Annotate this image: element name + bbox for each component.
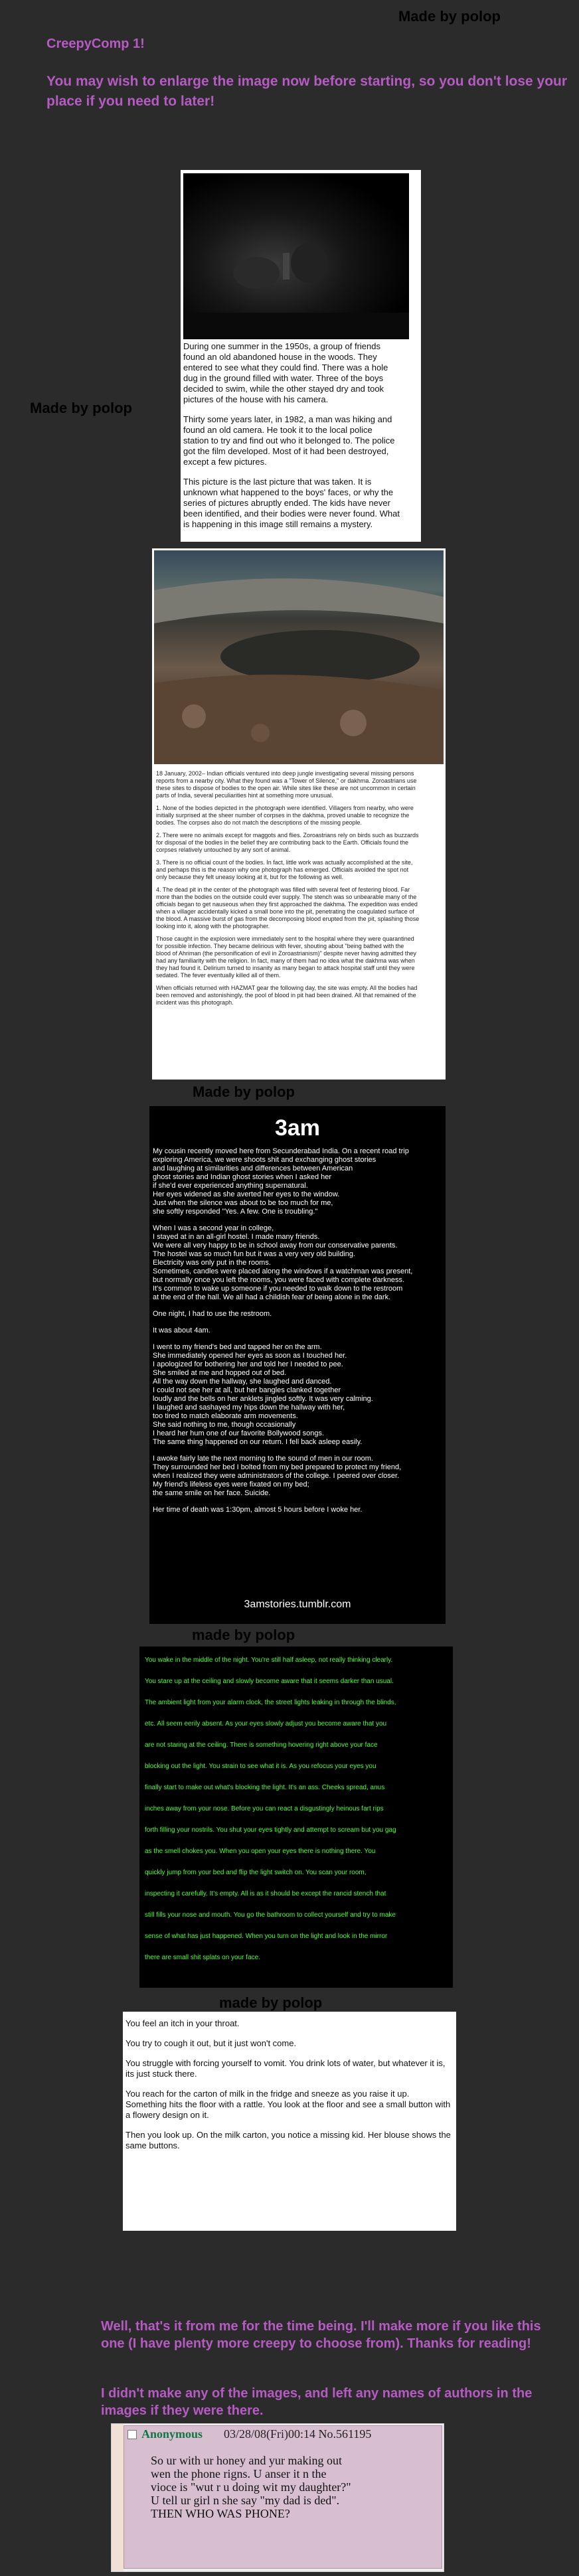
story3-paragraph: I went to my friend's bed and tapped her on the arm. She immediately opened her eyes as soon as I touched her. I apologized for bothering her and told her I needed to pee. She smiled at me and hopped out of bed. All the way down the hallway, she laughed and danced. I could not see her at all, but her bangles clanked together loudly and the bells on her anklets jingled softly. It was very calming. I laughed and sashayed my hips down the hallway with her, too tired to match elaborate arm movements. She said nothing to me, though occasionally I heard her hum one of our favorite Bollywood songs. The same thing happened on our return. I fell back asleep easily.: [153, 1343, 373, 1446]
story4-line: there are small shit splats on your face.: [145, 1954, 260, 1961]
story2-panel: [152, 548, 446, 1080]
watermark: Made by polop: [30, 400, 132, 416]
story2-photo: [154, 550, 444, 764]
story2-paragraph: 2. There were no animals except for maggots and flies. Zoroastrians rely on birds such as buzzards for disposal of the bodies in the belief they are contributing back to the Earth. Officials found the corpses relatively untouched by any sort of animal.: [156, 832, 419, 853]
post-box: [124, 2425, 442, 2569]
story4-line: etc. All seem eerily absent. As your eyes slowly adjust you become aware that you: [145, 1720, 387, 1728]
watermark: Made by polop: [398, 8, 501, 25]
story3-paragraph: I awoke fairly late the next morning to the sound of men in our room. They surrounded her bed I bolted from my bed prepared to protect my friend, when I realized they were administrators of the college. I peered over closer. My friend's lifeless eyes were fixated on my bed; the same smile on her face. Suicide.: [153, 1455, 402, 1497]
story5-paragraph: You struggle with forcing yourself to vomit. You drink lots of water, but whatever it is, its just stuck there.: [125, 2058, 446, 2079]
intro-subtitle: You may wish to enlarge the image now before starting, so you don't lose your place if you need to later!: [46, 74, 568, 109]
story2-paragraph: Those caught in the explosion were immediately sent to the hospital where they were quarantined for possible infection. They became delirious with fever, shouting about "being bathed with the blood of Ahriman (the personification of evil in Zoroastrianism)" despite never having admitted they had any familiarity with the religion. In fact, many of them had no idea what the dakhma was when they had found it. Delirium turned to insanity as many began to attack hospital staff until they were sedated. The fever eventually killed all of them.: [156, 935, 416, 979]
story2-paragraph: When officials returned with HAZMAT gear the following day, the site was empty. All the bodies had been removed and astonishingly, the pool of blood in pit had been drained. All that remained of the incident was this photograph.: [156, 985, 418, 1006]
post-name: Anonymous: [141, 2427, 203, 2441]
story2-paragraph: 3. There is no official count of the bodies. In fact, little work was actually accomplished at the site, and perhaps this is the reason why one photograph has emerged. Officials avoided the spot not only because they felt uneasy looking at it, but for the following as well.: [156, 859, 413, 880]
story1-paragraph: During one summer in the 1950s, a group of friends found an old abandoned house in the woods. They entered to see what they could find. There was a hole dug in the ground filled with water. Three of the boys decided to swim, while the other stayed dry and took pictures of the house with his camera.: [183, 341, 388, 404]
story3-paragraph: One night, I had to use the restroom.: [153, 1310, 272, 1318]
story4-line: The ambient light from your alarm clock, the street lights leaking in through the blinds,: [145, 1699, 396, 1706]
story4-line: You wake in the middle of the night. You're still half asleep, not really thinking clearly.: [145, 1656, 393, 1664]
story3-paragraph: When I was a second year in college, I stayed at in an all-girl hostel. I made many friends. We were all very happy to be in school away from our conservative parents. The hostel was so much fun but it was a very very old building. Electricity was only put in the rooms. Sometimes, candles were placed along the windows if a watchman was present, but normally once you left the rooms, you were faced with complete darkness. It's common to wake up someone if you needed to walk down to the restroom at the end of the hall. We all had a childish fear of being alone in the dark.: [153, 1224, 413, 1301]
watermark: made by polop: [192, 1627, 295, 1643]
story4-line: as the smell chokes you. When you open your eyes there is nothing there. You: [145, 1848, 376, 1855]
story4-panel: [139, 1647, 453, 1988]
story5-panel: [123, 2012, 456, 2231]
story1-panel: [181, 170, 421, 542]
story4-line: inspecting it carefully. It's empty. All is as it should be except the rancid stench that: [145, 1890, 386, 1897]
story3-paragraph: It was about 4am.: [153, 1327, 210, 1334]
story3-paragraph: My cousin recently moved here from Secunderabad India. On a recent road trip exploring America, we were shoots shit and exchanging ghost stories and laughing at similarities and differences between American ghost stories and Indian ghost stories when I asked her if she'd ever experienced anything supernatural. Her eyes widened as she averted her eyes to the window. Just when the silence was about to be too much for me, she softly responded "Yes. A few. One is troubling.": [153, 1147, 409, 1216]
story2-text: [156, 770, 442, 1012]
story4-line: sense of what has just happened. When you turn on the light and look in the mirror: [145, 1933, 388, 1940]
story3-text: [153, 1147, 442, 1522]
story4-line: inches away from your nose. Before you can react a disgustingly heinous fart rips: [145, 1805, 384, 1812]
dakhma-photo: [154, 550, 444, 764]
watermark: made by polop: [219, 1994, 323, 2011]
abandoned-house-photo: [183, 173, 409, 339]
story1-paragraph: Thirty some years later, in 1982, a man was hiking and found an old camera. He took it to the local police station to try and find out who it belonged to. The police got the film developed. Most of it had been destroyed, except a few pictures.: [183, 414, 395, 467]
story5-paragraph: Then you look up. On the milk carton, you notice a missing kid. Her blouse shows the same buttons.: [125, 2130, 451, 2150]
outro-credits: I didn't make any of the images, and left any names of authors in the images if they were there.: [101, 2386, 533, 2418]
story2-paragraph: 1. None of the bodies depicted in the photograph were identified. Villagers from nearby, who were initially surprised at the sheer number of corpses in the dakhma, proved unable to recognize the bodies. The corpses also do not match the descriptions of the missing people.: [156, 805, 414, 826]
story4-line: quickly jump from your bed and flip the light switch on. You scan your room,: [145, 1869, 367, 1876]
story5-paragraph: You feel an itch in your throat.: [125, 2018, 240, 2028]
story4-line: are not staring at the ceiling. There is something hovering right above your face: [145, 1741, 378, 1749]
story4-line: forth filling your nostrils. You shut your eyes tightly and attempt to scream but you gag: [145, 1826, 396, 1834]
story1-photo: [183, 173, 409, 339]
post-gutter: [112, 2424, 124, 2571]
story3-panel: [149, 1106, 446, 1624]
story4-line: You stare up at the ceiling and slowly become aware that it seems darker than usual.: [145, 1678, 394, 1685]
story2-paragraph: 18 January, 2002– Indian officials ventured into deep jungle investigating several missing persons reports from a nearby city. What they found was a "Tower of Silence," or dakhma. Zoroastrians use these sites to dispose of bodies to the open air. While sites like these are not uncommon in certain parts of India, several peculiarities hint at something more unusual.: [156, 770, 417, 799]
post-body: So ur with ur honey and yur making out wen the phone rigns. U anser it n the vioce is "wut r u doing wit my daughter?" U tell ur girl n she say "my dad is ded". THEN WHO WAS PHONE?: [151, 2454, 351, 2520]
story3-heading: 3am: [274, 1115, 321, 1141]
post-checkbox[interactable]: [127, 2430, 137, 2439]
story5-paragraph: You try to cough it out, but it just won't come.: [125, 2038, 297, 2048]
story3-footer: 3amstories.tumblr.com: [244, 1599, 351, 1610]
story4-text: [145, 1650, 450, 1969]
story4-line: finally start to make out what's blocking the light. It's an ass. Cheeks spread, anus: [145, 1784, 385, 1791]
post-meta: 03/28/08(Fri)00:14 No.561195: [224, 2427, 372, 2441]
story2-paragraph: 4. The dead pit in the center of the photograph was filled with several feet of festering blood. Far more than the bodies on the outside could ever supply. The stench was so unbearable many of the officials began to get nauseous when they first approached the dakhma. The expedition was ended when a villager accidentally kicked a small bone into the pit, penetrating the coagulated surface of the blood. A massive burst of gas from the decomposing blood erupted from the pit, splashing those looking into it, along with the photographer.: [156, 886, 420, 929]
story1-text: [183, 341, 416, 539]
story4-line: still fills your nose and mouth. You go the bathroom to collect yourself and try to make: [145, 1911, 396, 1919]
story3-paragraph: Her time of death was 1:30pm, almost 5 hours before I woke her.: [153, 1506, 363, 1514]
story5-paragraph: You reach for the carton of milk in the fridge and sneeze as you raise it up. Something hits the floor with a rattle. You look at the floor and see a small button with a flowery design on it.: [125, 2089, 451, 2120]
story1-paragraph: This picture is the last picture that was taken. It is unknown what happened to the boys' faces, or why the series of pictures abruptly ended. The kids have never been identified, and their bodies were never found. What is happening in this image still remains a mystery.: [183, 477, 400, 529]
outro-thanks: Well, that's it from me for the time being. I'll make more if you like this one (I have plenty more creepy to choose from). Thanks for reading!: [101, 2319, 541, 2351]
story5-text: [125, 2018, 451, 2160]
comp-title: CreepyComp 1!: [46, 37, 145, 51]
post-frame: [111, 2423, 444, 2572]
story4-line: blocking out the light. You strain to see what it is. As you refocus your eyes you: [145, 1763, 376, 1770]
watermark: Made by polop: [193, 1084, 295, 1100]
